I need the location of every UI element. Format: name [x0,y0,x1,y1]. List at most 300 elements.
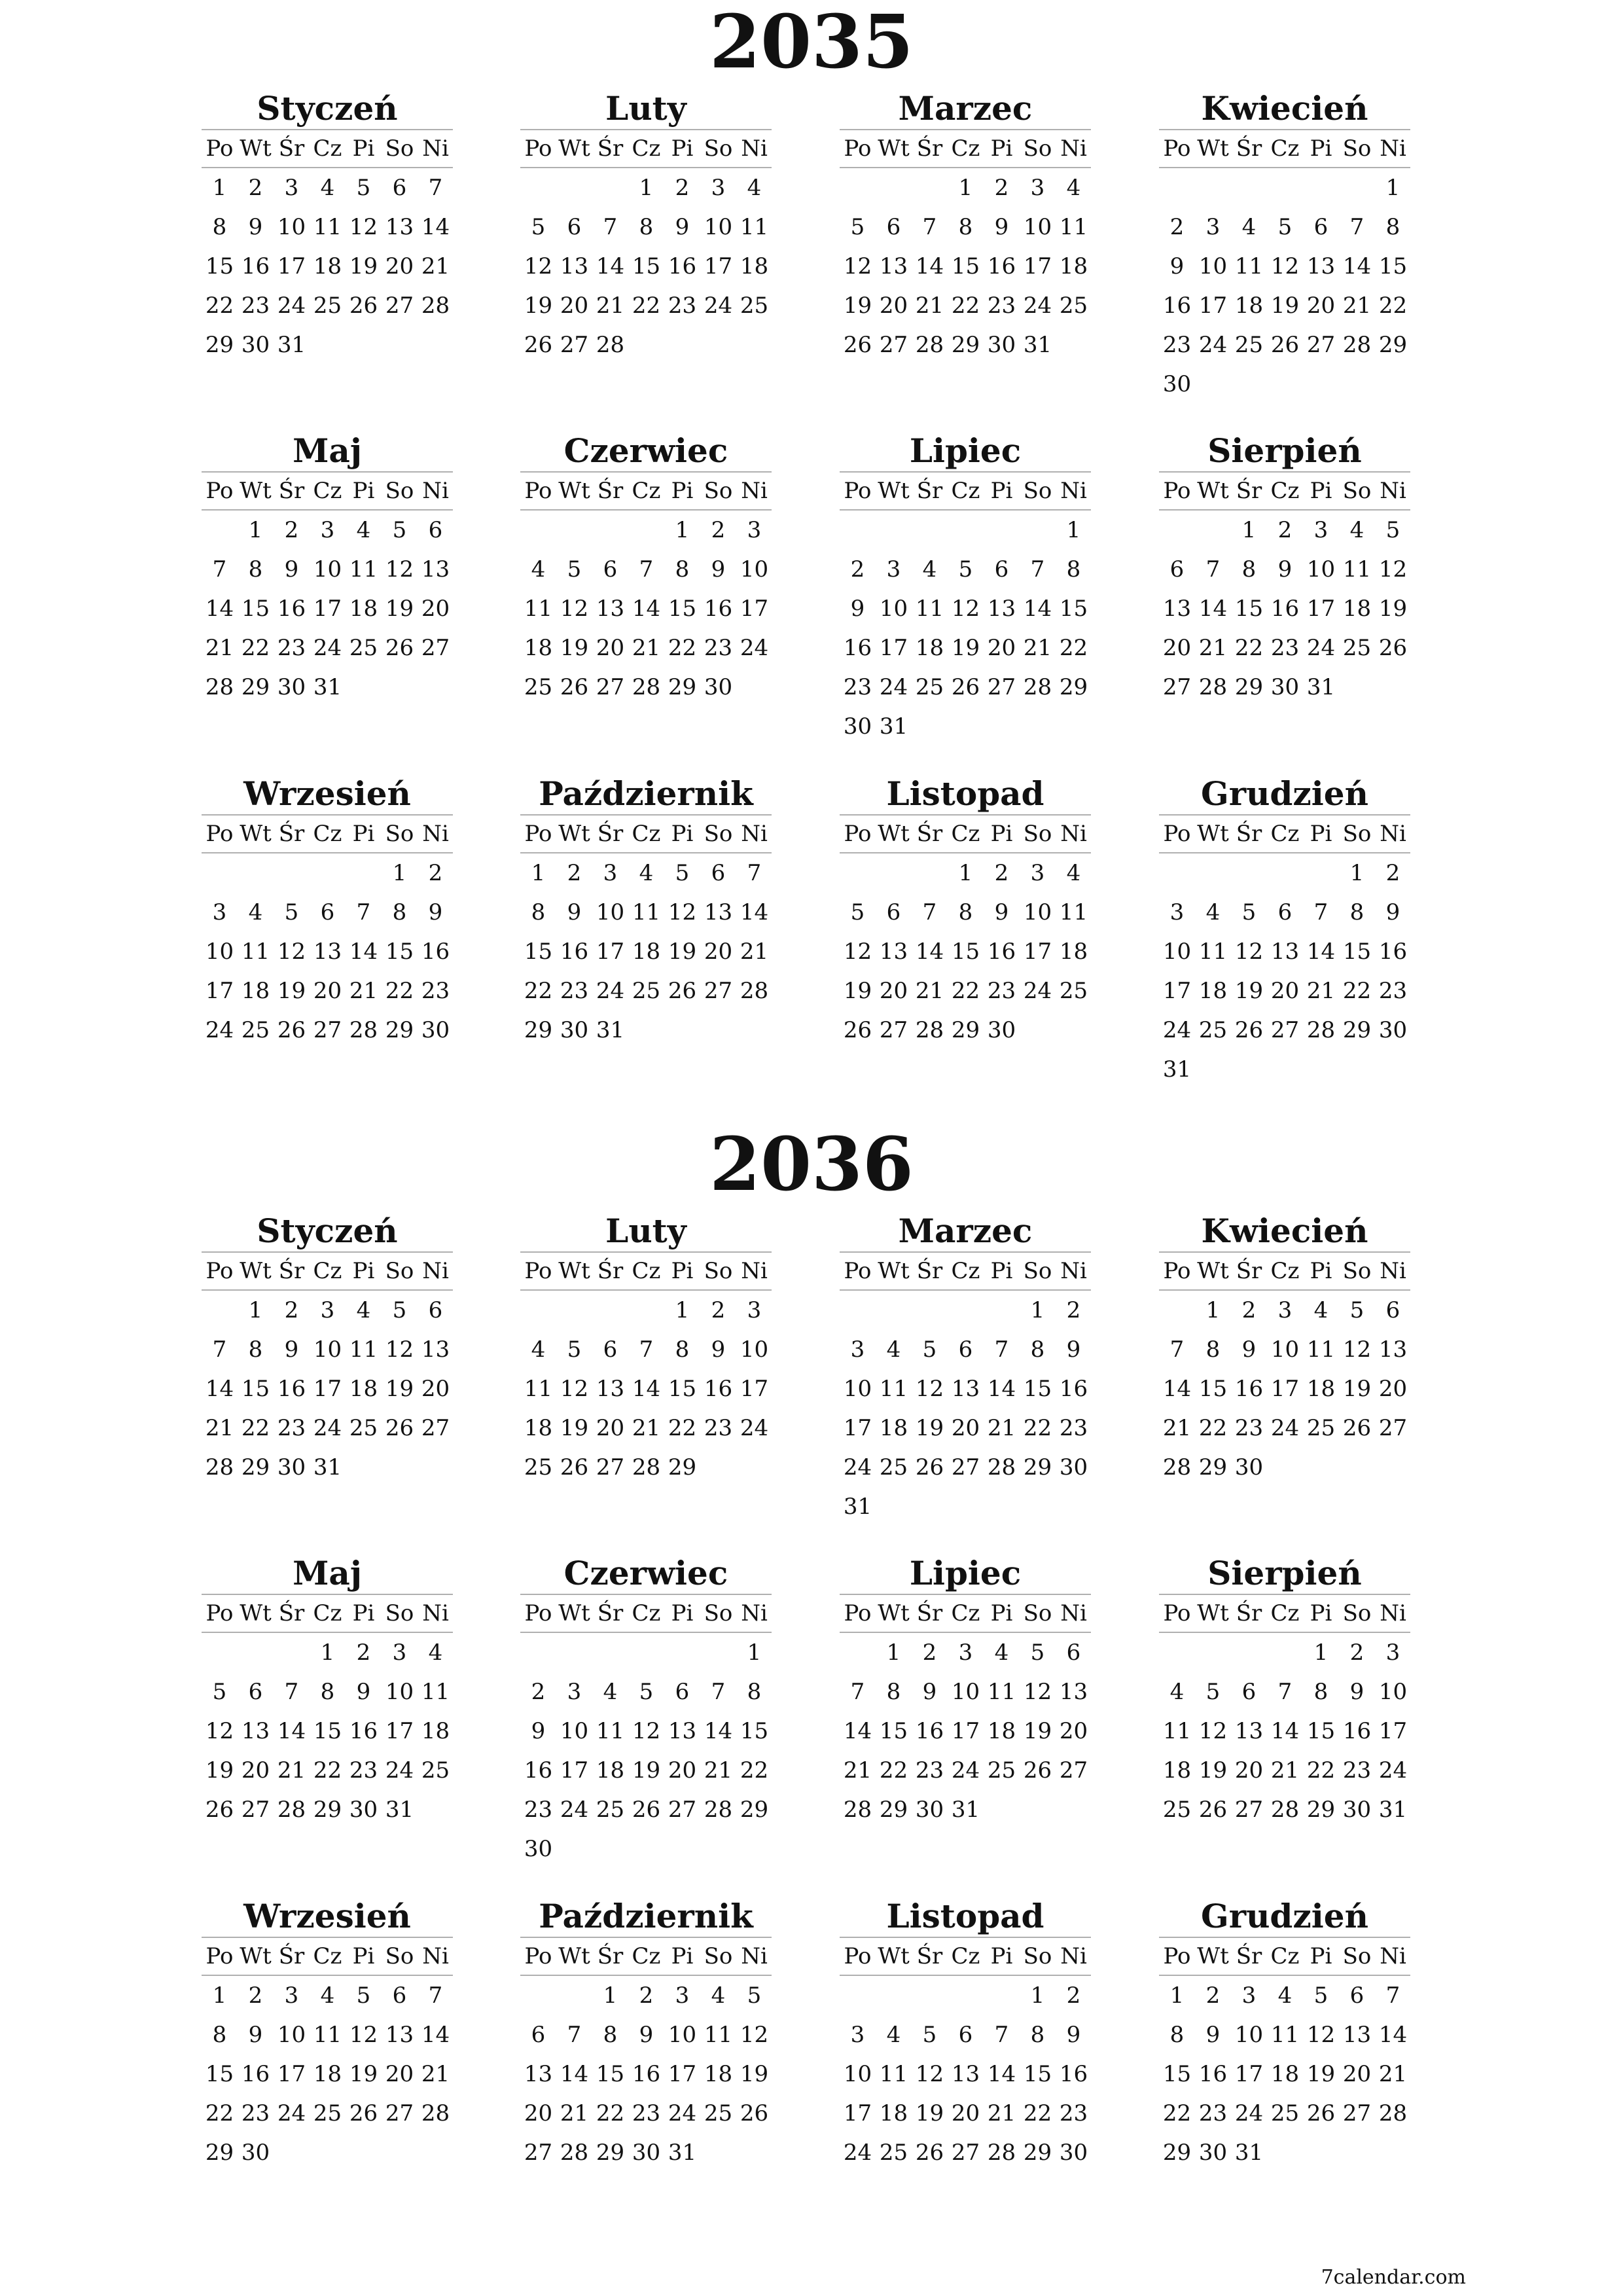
day-cell: 15 [1198,1376,1228,1402]
weekday-label: Śr [916,1600,943,1626]
day-cell: 7 [1030,556,1045,583]
day-cell: 29 [524,1017,553,1043]
day-cell: 15 [632,253,661,279]
weekday-header [520,473,772,511]
day-cell: 12 [740,2022,769,2048]
weekday-label: So [704,821,733,847]
day-cell: 31 [313,674,342,700]
day-cell: 20 [524,2100,553,2126]
day-cell: 1 [886,1640,901,1666]
weekday-header [1159,473,1410,511]
day-cell: 11 [1306,1336,1336,1363]
day-cell: 22 [951,978,980,1004]
day-cell: 31 [879,713,908,740]
day-cell: 25 [632,978,661,1004]
day-cell: 1 [675,1297,690,1323]
day-cell: 31 [1378,1797,1408,1823]
day-cell: 18 [1059,939,1088,965]
day-cell: 13 [1234,1718,1264,1744]
day-cell: 20 [987,635,1016,661]
day-cell: 9 [1277,556,1293,583]
day-cell: 31 [277,332,306,358]
day-cell: 7 [639,556,654,583]
day-cell: 25 [349,635,378,661]
day-cell: 14 [205,1376,234,1402]
day-cell: 21 [704,1757,733,1784]
day-cell: 5 [356,1982,371,2009]
day-cell: 6 [958,1336,973,1363]
day-cell: 16 [1198,2061,1228,2087]
day-cell: 18 [349,596,378,622]
day-cell: 22 [951,293,980,319]
day-cell: 14 [915,253,944,279]
day-cell: 11 [1270,2022,1300,2048]
day-cell: 24 [704,293,733,319]
day-cell: 20 [421,1376,450,1402]
day-cell: 8 [639,214,654,240]
weekday-label: Wt [240,1600,272,1626]
day-grid [202,1633,453,1829]
weekday-label: Ni [1060,135,1087,162]
day-cell: 26 [668,978,697,1004]
day-cell: 1 [603,1982,618,2009]
day-cell: 18 [313,253,342,279]
day-cell: 21 [632,635,661,661]
day-cell: 7 [850,1679,865,1705]
day-cell: 18 [524,1415,553,1441]
day-cell: 11 [879,1376,908,1402]
weekday-header [840,1938,1091,1976]
day-cell: 31 [843,1494,872,1520]
day-grid [1159,1976,1410,2172]
day-cell: 7 [994,1336,1009,1363]
day-cell: 22 [1023,1415,1052,1441]
weekday-label: Ni [422,478,449,504]
day-cell: 6 [603,1336,618,1363]
weekday-label: So [1342,1943,1372,1969]
day-cell: 14 [987,1376,1016,1402]
day-cell: 19 [205,1757,234,1784]
weekday-label: Cz [313,1258,342,1284]
weekday-header [520,1253,772,1291]
day-cell: 12 [1378,556,1408,583]
day-cell: 18 [1270,2061,1300,2087]
weekday-label: Cz [632,1258,661,1284]
day-grid [202,168,453,365]
day-cell: 14 [740,899,769,925]
day-cell: 26 [915,1454,944,1480]
day-cell: 15 [524,939,553,965]
day-cell: 25 [879,1454,908,1480]
day-cell: 21 [843,1757,872,1784]
day-cell: 29 [1306,1797,1336,1823]
day-cell: 4 [639,860,654,886]
weekday-label: Śr [1236,821,1262,847]
day-cell: 2 [1349,1640,1364,1666]
weekday-label: Cz [632,1943,661,1969]
day-cell: 28 [1023,674,1052,700]
day-cell: 18 [740,253,769,279]
day-cell: 12 [915,1376,944,1402]
day-cell: 12 [668,899,697,925]
weekday-label: Pi [352,478,375,504]
day-cell: 14 [1198,596,1228,622]
day-cell: 29 [1378,332,1408,358]
day-cell: 27 [668,1797,697,1823]
day-cell: 27 [596,1454,625,1480]
weekday-label: Cz [1270,1943,1300,1969]
weekday-label: Po [844,1943,872,1969]
month-block [202,1553,453,1829]
day-cell: 21 [1378,2061,1408,2087]
day-cell: 1 [1169,1982,1185,2009]
weekday-label: Wt [558,1943,590,1969]
day-cell: 7 [994,2022,1009,2048]
day-cell: 24 [313,635,342,661]
day-cell: 9 [284,556,299,583]
day-cell: 19 [385,596,414,622]
day-cell: 17 [879,635,908,661]
day-cell: 19 [632,1757,661,1784]
day-cell: 16 [1162,293,1192,319]
day-cell: 9 [567,899,582,925]
day-cell: 12 [560,596,589,622]
day-cell: 5 [567,556,582,583]
day-cell: 23 [1270,635,1300,661]
day-cell: 21 [205,635,234,661]
day-cell: 30 [1342,1797,1372,1823]
weekday-label: So [385,135,414,162]
day-cell: 3 [850,2022,865,2048]
day-cell: 26 [349,293,378,319]
weekday-label: Pi [671,135,694,162]
day-cell: 7 [567,2022,582,2048]
day-cell: 12 [349,214,378,240]
weekday-label: Wt [1197,1943,1229,1969]
day-cell: 19 [1198,1757,1228,1784]
day-cell: 2 [1169,214,1185,240]
day-cell: 8 [747,1679,762,1705]
day-cell: 19 [1234,978,1264,1004]
day-cell: 30 [915,1797,944,1823]
day-cell: 9 [428,899,443,925]
day-cell: 30 [843,713,872,740]
day-cell: 29 [205,2140,234,2166]
day-cell: 6 [392,1982,407,2009]
day-cell: 16 [668,253,697,279]
day-cell: 12 [1342,1336,1372,1363]
day-cell: 11 [349,556,378,583]
day-cell: 7 [212,1336,227,1363]
month-name: Listopad [840,774,1091,816]
day-cell: 8 [675,556,690,583]
weekday-label: So [1342,821,1372,847]
day-grid [520,1976,772,2172]
day-cell: 25 [740,293,769,319]
weekday-label: Pi [1310,478,1332,504]
weekday-label: Po [524,1943,552,1969]
day-cell: 12 [915,2061,944,2087]
day-cell: 15 [668,1376,697,1402]
day-cell: 16 [915,1718,944,1744]
day-cell: 12 [951,596,980,622]
day-cell: 5 [1241,899,1257,925]
day-cell: 2 [922,1640,937,1666]
weekday-label: So [1342,135,1372,162]
day-cell: 3 [747,517,762,543]
day-cell: 31 [951,1797,980,1823]
day-cell: 29 [241,1454,270,1480]
day-cell: 30 [277,674,306,700]
weekday-label: Pi [1310,1943,1332,1969]
day-cell: 4 [603,1679,618,1705]
day-cell: 9 [675,214,690,240]
day-cell: 23 [704,635,733,661]
day-cell: 25 [1270,2100,1300,2126]
month-name: Wrzesień [202,774,453,816]
weekday-header [202,816,453,853]
day-cell: 9 [639,2022,654,2048]
day-cell: 19 [951,635,980,661]
day-cell: 30 [1059,2140,1088,2166]
day-cell: 25 [241,1017,270,1043]
day-cell: 27 [1270,1017,1300,1043]
day-cell: 4 [1313,1297,1329,1323]
day-cell: 2 [284,517,299,543]
day-cell: 4 [711,1982,726,2009]
day-cell: 6 [711,860,726,886]
day-cell: 22 [740,1757,769,1784]
day-cell: 21 [1342,293,1372,319]
day-cell: 21 [205,1415,234,1441]
day-cell: 10 [313,1336,342,1363]
day-cell: 18 [915,635,944,661]
month-block [1159,1553,1410,1829]
day-grid [202,1976,453,2172]
day-cell: 7 [747,860,762,886]
day-cell: 10 [843,1376,872,1402]
weekday-label: Wt [878,1943,910,1969]
day-cell: 24 [668,2100,697,2126]
weekday-header [840,816,1091,853]
day-cell: 16 [1234,1376,1264,1402]
day-cell: 4 [1066,860,1081,886]
weekday-label: Wt [240,478,272,504]
day-cell: 6 [1169,556,1185,583]
day-cell: 5 [212,1679,227,1705]
day-cell: 18 [879,1415,908,1441]
day-cell: 3 [1030,175,1045,201]
day-cell: 18 [524,635,553,661]
day-cell: 29 [313,1797,342,1823]
day-cell: 17 [1023,939,1052,965]
day-cell: 7 [356,899,371,925]
day-cell: 13 [313,939,342,965]
day-cell: 18 [632,939,661,965]
day-cell: 12 [385,1336,414,1363]
day-cell: 13 [987,596,1016,622]
weekday-label: So [1023,1600,1052,1626]
weekday-label: Ni [422,135,449,162]
day-cell: 10 [1378,1679,1408,1705]
day-cell: 6 [1385,1297,1400,1323]
day-cell: 8 [320,1679,335,1705]
weekday-header [520,816,772,853]
day-cell: 24 [1023,293,1052,319]
day-cell: 11 [1059,899,1088,925]
day-cell: 16 [1059,2061,1088,2087]
day-cell: 6 [603,556,618,583]
day-cell: 3 [711,175,726,201]
day-cell: 27 [524,2140,553,2166]
month-name: Grudzień [1159,774,1410,816]
weekday-label: Cz [313,478,342,504]
day-cell: 7 [428,1982,443,2009]
day-cell: 22 [241,1415,270,1441]
day-cell: 22 [1162,2100,1192,2126]
day-cell: 17 [277,2061,306,2087]
day-cell: 21 [915,978,944,1004]
day-cell: 24 [740,635,769,661]
day-cell: 6 [428,517,443,543]
day-cell: 10 [1023,899,1052,925]
weekday-label: Po [1163,478,1191,504]
day-cell: 30 [1162,371,1192,397]
weekday-label: Ni [741,821,768,847]
weekday-label: Cz [313,1600,342,1626]
day-cell: 8 [392,899,407,925]
day-cell: 24 [1270,1415,1300,1441]
day-cell: 1 [958,860,973,886]
day-cell: 9 [711,556,726,583]
day-cell: 8 [675,1336,690,1363]
day-cell: 21 [740,939,769,965]
weekday-label: Cz [313,135,342,162]
day-cell: 17 [1306,596,1336,622]
weekday-label: Po [205,1600,234,1626]
day-cell: 13 [951,1376,980,1402]
day-cell: 21 [421,2061,450,2087]
day-cell: 24 [313,1415,342,1441]
weekday-label: Śr [1236,1600,1262,1626]
day-cell: 14 [1162,1376,1192,1402]
day-cell: 1 [212,175,227,201]
weekday-label: Ni [741,1600,768,1626]
day-cell: 5 [567,1336,582,1363]
day-cell: 7 [922,214,937,240]
day-cell: 13 [560,253,589,279]
day-cell: 4 [1066,175,1081,201]
year-title: 2036 [709,1122,914,1208]
day-cell: 28 [915,332,944,358]
weekday-label: Po [1163,821,1191,847]
day-cell: 22 [632,293,661,319]
day-cell: 24 [1306,635,1336,661]
day-cell: 11 [1234,253,1264,279]
day-cell: 16 [1342,1718,1372,1744]
day-cell: 14 [421,214,450,240]
day-cell: 12 [843,253,872,279]
day-cell: 20 [1059,1718,1088,1744]
day-cell: 1 [1030,1982,1045,2009]
day-cell: 18 [313,2061,342,2087]
day-cell: 29 [1162,2140,1192,2166]
day-cell: 6 [1241,1679,1257,1705]
day-cell: 4 [356,1297,371,1323]
day-cell: 13 [1270,939,1300,965]
day-cell: 29 [951,1017,980,1043]
weekday-label: Ni [741,1258,768,1284]
month-block [1159,88,1410,404]
day-cell: 20 [1234,1757,1264,1784]
day-cell: 13 [421,1336,450,1363]
month-block [840,1211,1091,1526]
day-cell: 30 [1234,1454,1264,1480]
weekday-header [1159,130,1410,168]
day-cell: 16 [560,939,589,965]
day-cell: 4 [1349,517,1364,543]
day-cell: 23 [915,1757,944,1784]
day-cell: 22 [385,978,414,1004]
day-cell: 29 [205,332,234,358]
day-cell: 1 [212,1982,227,2009]
day-cell: 13 [596,596,625,622]
weekday-label: Śr [278,478,305,504]
day-cell: 25 [987,1757,1016,1784]
day-cell: 4 [531,1336,546,1363]
day-cell: 7 [1205,556,1221,583]
day-cell: 21 [277,1757,306,1784]
month-name: Wrzesień [202,1896,453,1938]
day-cell: 17 [1023,253,1052,279]
day-cell: 24 [560,1797,589,1823]
weekday-label: Pi [990,1600,1013,1626]
day-cell: 20 [596,1415,625,1441]
day-cell: 4 [886,1336,901,1363]
day-cell: 28 [205,674,234,700]
weekday-label: So [1342,478,1372,504]
day-cell: 20 [1162,635,1192,661]
weekday-label: Pi [352,821,375,847]
day-cell: 25 [1059,293,1088,319]
weekday-label: Wt [558,821,590,847]
weekday-label: Śr [597,478,624,504]
day-cell: 22 [668,1415,697,1441]
day-cell: 4 [1205,899,1221,925]
day-cell: 10 [740,1336,769,1363]
day-cell: 27 [951,2140,980,2166]
day-cell: 17 [1198,293,1228,319]
day-cell: 23 [1198,2100,1228,2126]
day-cell: 12 [1306,2022,1336,2048]
day-cell: 15 [668,596,697,622]
day-cell: 26 [560,1454,589,1480]
day-cell: 30 [421,1017,450,1043]
day-cell: 5 [1277,214,1293,240]
day-cell: 23 [524,1797,553,1823]
day-cell: 28 [421,2100,450,2126]
day-cell: 22 [241,635,270,661]
day-cell: 15 [951,253,980,279]
day-cell: 21 [1198,635,1228,661]
day-cell: 3 [603,860,618,886]
day-grid [840,853,1091,1050]
day-cell: 6 [428,1297,443,1323]
day-cell: 7 [1169,1336,1185,1363]
day-cell: 25 [313,2100,342,2126]
day-cell: 31 [313,1454,342,1480]
day-cell: 26 [915,2140,944,2166]
